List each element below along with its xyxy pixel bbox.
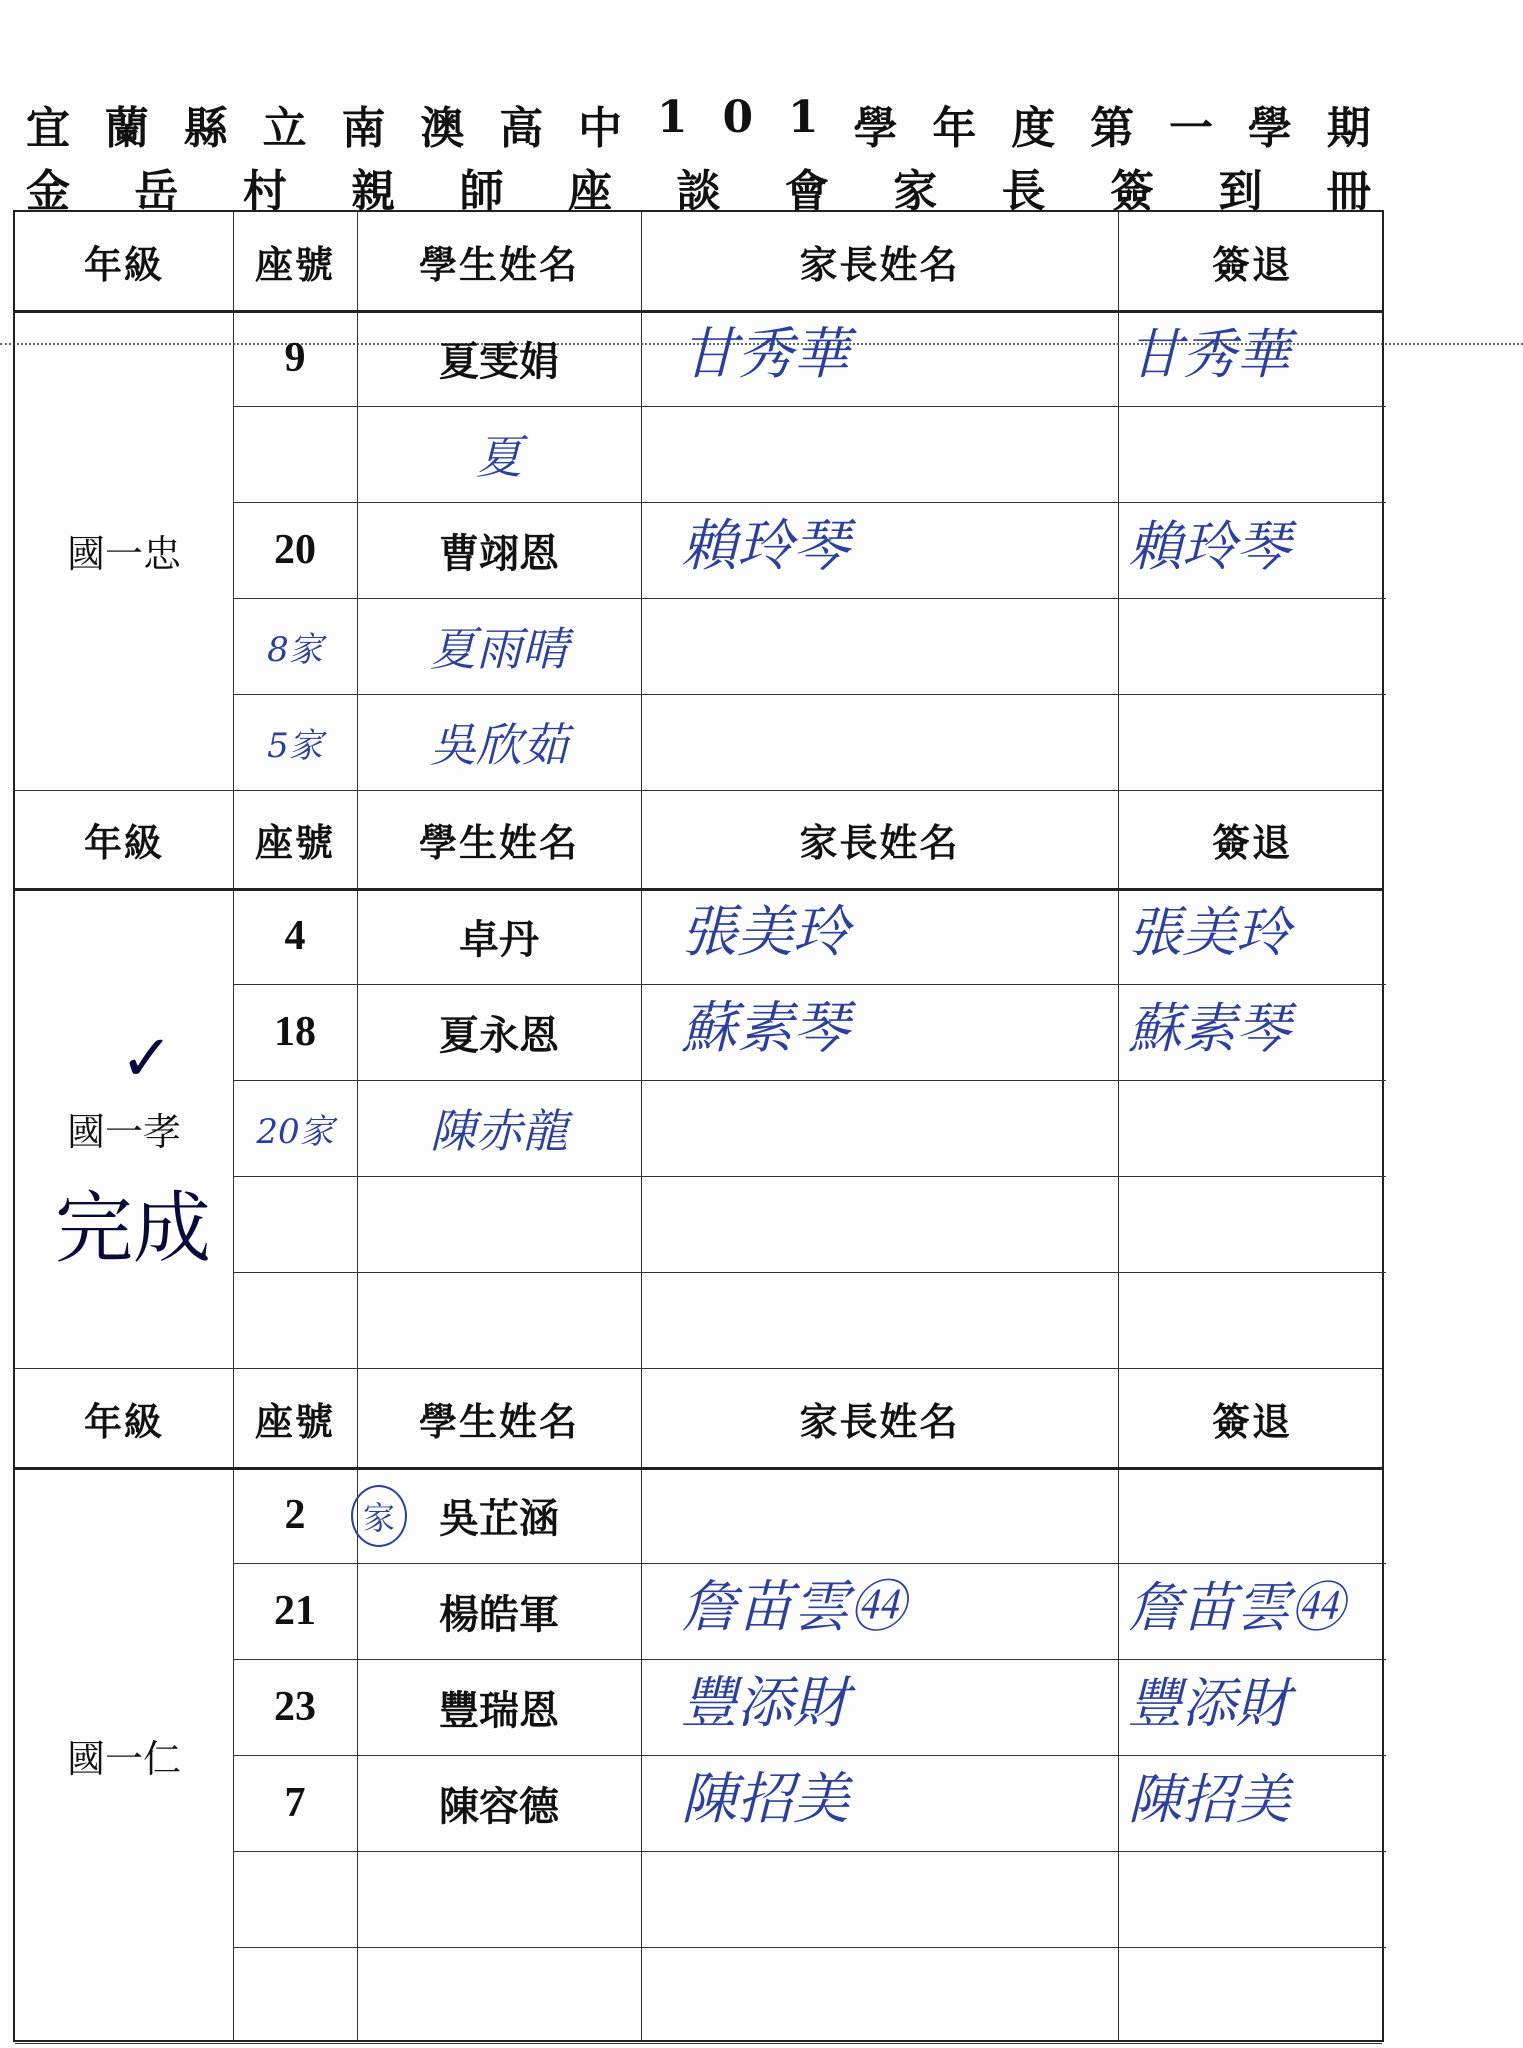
header-signout: 簽退	[1211, 241, 1292, 287]
parent-signature	[681, 398, 1078, 494]
header-grade: 年級	[83, 241, 164, 287]
signout-signature: 賴玲琴	[1128, 514, 1290, 578]
title-char: 學	[1247, 103, 1292, 154]
parent-signature: 張美玲	[681, 900, 849, 965]
seat-number	[233, 1851, 357, 1947]
parent-signature: 甘秀華	[681, 322, 849, 387]
title-char: 村	[242, 166, 287, 217]
header-student: 學生姓名	[418, 241, 579, 287]
header-seat: 座號	[254, 1398, 335, 1444]
signout-signature: 張美玲	[1128, 900, 1290, 964]
student-name: 夏雨晴	[430, 622, 568, 676]
signout-signature	[1128, 1264, 1376, 1360]
signout-signature	[1128, 398, 1376, 494]
seat-number	[233, 406, 357, 502]
title-char: 一	[1169, 103, 1213, 154]
signout-signature: 詹苗雲㊹	[1128, 1575, 1344, 1639]
title-char: 岳	[134, 166, 179, 217]
title-line-1	[26, 92, 1371, 156]
student-name	[357, 1176, 641, 1272]
parent-signature	[681, 1168, 1078, 1264]
student-name	[357, 1947, 641, 2043]
title-char: 金	[26, 166, 70, 217]
check-mark-icon: ✓	[120, 1022, 174, 1097]
seat-number	[233, 1947, 357, 2043]
title-char: 0	[722, 92, 754, 143]
title-char: 蘭	[104, 103, 149, 154]
title-char: 宜	[26, 103, 70, 154]
student-name	[357, 1851, 641, 1947]
title-char: 到	[1218, 166, 1263, 217]
seat-number: 20家	[256, 1111, 334, 1152]
grade-label: 國一孝	[66, 1109, 181, 1154]
grade-label: 國一忠	[66, 531, 181, 576]
header-seat: 座號	[254, 241, 335, 287]
student-name: 吳欣茹	[430, 718, 568, 772]
seat-number: 9	[284, 335, 306, 381]
title-char: 立	[262, 103, 307, 154]
seat-number: 21	[274, 1588, 316, 1634]
parent-signature: 蘇素琴	[681, 996, 849, 1061]
parent-signature	[681, 686, 1078, 782]
title-char: 中	[578, 103, 623, 154]
signout-signature	[1128, 590, 1376, 686]
handwritten-complete-mark: 完成	[55, 1184, 212, 1275]
parent-signature: 豐添財	[681, 1671, 849, 1736]
parent-signature	[681, 590, 1078, 686]
title-char: 簽	[1110, 166, 1155, 217]
header-grade: 年級	[83, 819, 164, 865]
sign-in-table	[13, 210, 1384, 2042]
signout-signature: 陳招美	[1128, 1767, 1290, 1831]
signout-signature	[1128, 1939, 1376, 2035]
parent-signature	[681, 1072, 1078, 1168]
title-char: 縣	[183, 103, 228, 154]
seat-number: 7	[284, 1780, 306, 1826]
student-name: 豐瑞恩	[439, 1686, 559, 1734]
title-char: 度	[1011, 103, 1056, 154]
signout-signature: 蘇素琴	[1128, 996, 1290, 1060]
header-parent: 家長姓名	[799, 241, 960, 287]
header-grade: 年級	[83, 1398, 164, 1444]
student-name: 夏	[476, 430, 522, 484]
signout-signature: 甘秀華	[1128, 322, 1290, 386]
header-signout: 簽退	[1211, 819, 1292, 865]
seat-number	[233, 1272, 357, 1368]
title-char: 期	[1326, 103, 1371, 154]
signout-signature	[1128, 1459, 1376, 1555]
parent-signature: 詹苗雲㊹	[681, 1575, 905, 1640]
title-char: 高	[499, 103, 544, 154]
seat-number: 18	[274, 1009, 316, 1055]
signout-signature: 豐添財	[1128, 1671, 1290, 1735]
title-char: 會	[784, 166, 829, 217]
seat-number: 8家	[267, 629, 323, 670]
signout-signature	[1128, 1168, 1376, 1264]
circled-note: 家	[351, 1485, 407, 1547]
parent-signature: 陳招美	[681, 1767, 849, 1832]
parent-signature	[681, 1459, 1078, 1555]
parent-signature	[681, 1843, 1078, 1939]
student-name: 陳容德	[439, 1782, 559, 1830]
parent-signature	[681, 1939, 1078, 2035]
student-name: 曹翊恩	[439, 529, 559, 577]
title-char: 1	[657, 92, 688, 143]
student-name: 吳芷涵	[439, 1494, 559, 1542]
header-seat: 座號	[254, 819, 335, 865]
title-char: 南	[341, 103, 386, 154]
header-parent: 家長姓名	[799, 819, 960, 865]
title-char: 長	[1001, 166, 1046, 217]
col-divider	[1118, 212, 1119, 2040]
student-name: 夏雯娟	[439, 337, 559, 385]
title-char: 冊	[1326, 166, 1371, 217]
title-char: 年	[932, 103, 977, 154]
header-student: 學生姓名	[418, 1398, 579, 1444]
title-char: 1	[788, 92, 819, 143]
col-divider	[641, 212, 642, 2040]
student-name: 陳赤龍	[430, 1104, 568, 1158]
student-name: 卓丹	[459, 915, 539, 963]
seat-number: 23	[274, 1684, 316, 1730]
row-rule	[15, 2043, 1382, 2044]
title-char: 澳	[420, 103, 465, 154]
seat-number: 2	[284, 1492, 306, 1538]
seat-number: 20	[274, 527, 316, 573]
signout-signature	[1128, 686, 1376, 782]
title-char: 學	[853, 103, 898, 154]
title-char: 家	[893, 166, 938, 217]
seat-number: 4	[284, 913, 306, 959]
student-name: 楊皓軍	[439, 1590, 559, 1638]
signout-signature	[1128, 1072, 1376, 1168]
parent-signature	[681, 1264, 1078, 1360]
seat-number: 5家	[267, 725, 323, 766]
student-name	[357, 1272, 641, 1368]
title-char: 第	[1090, 103, 1135, 154]
header-student: 學生姓名	[418, 819, 579, 865]
signout-signature	[1128, 1843, 1376, 1939]
title-char: 座	[568, 166, 613, 217]
student-name: 夏永恩	[439, 1011, 559, 1059]
title-char: 談	[676, 166, 721, 217]
parent-signature: 賴玲琴	[681, 514, 849, 579]
title-char: 師	[459, 166, 504, 217]
header-signout: 簽退	[1211, 1398, 1292, 1444]
title-char: 親	[351, 166, 396, 217]
header-parent: 家長姓名	[799, 1398, 960, 1444]
seat-number	[233, 1176, 357, 1272]
grade-label: 國一仁	[66, 1736, 181, 1781]
